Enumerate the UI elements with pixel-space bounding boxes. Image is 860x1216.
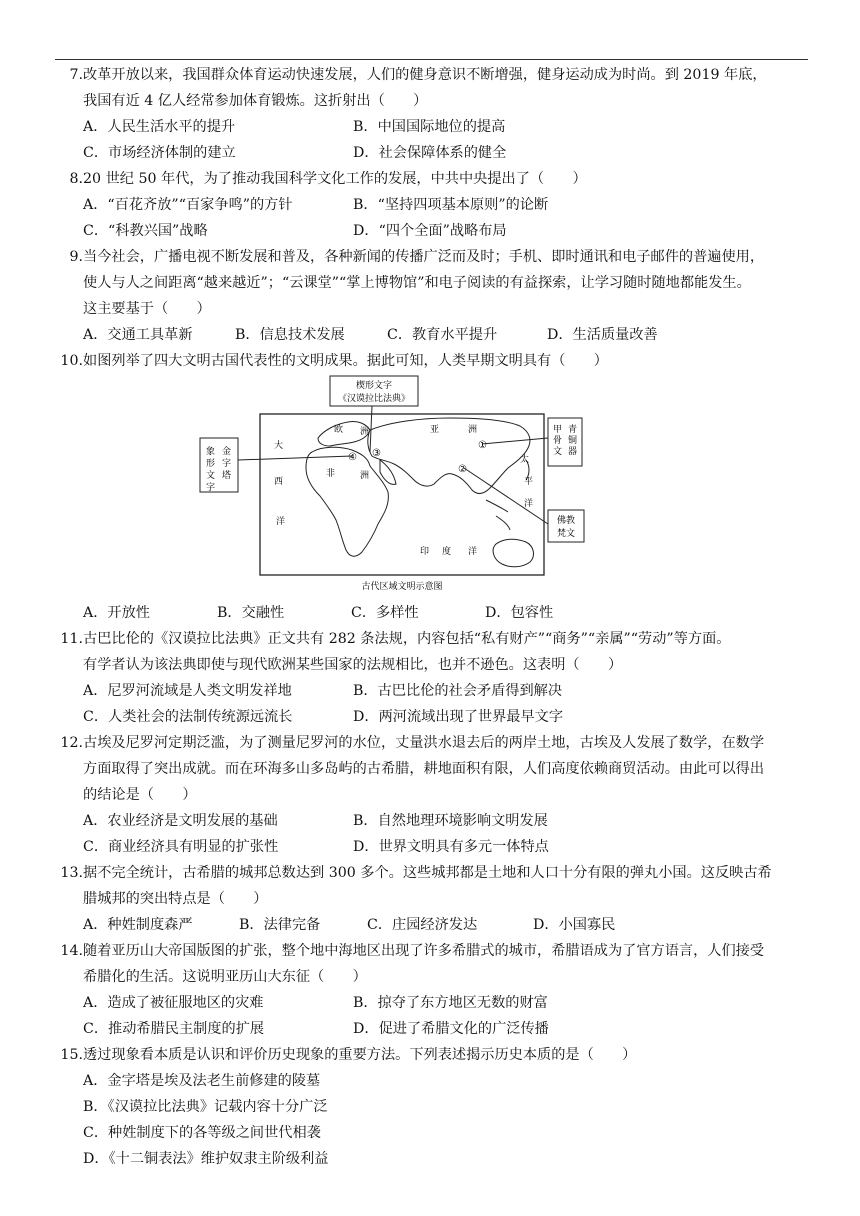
header-rule — [55, 59, 808, 60]
marker-1: ① — [478, 440, 487, 451]
options-row — [50, 808, 820, 834]
answer-option[interactable]: A．农业经济是文明发展的基础 — [83, 813, 278, 829]
answer-option[interactable]: A．开放性 — [83, 605, 150, 621]
question-text: 如图列举了四大文明古国代表性的文明成果。据此可知，人类早期文明具有（ ） — [83, 353, 608, 369]
answer-option[interactable]: B．《汉谟拉比法典》记载内容十分广泛 — [83, 1099, 328, 1115]
question-text: 我国有近 4 亿人经常参加体育锻炼。这折射出（ ） — [83, 93, 428, 109]
question-stem-line — [50, 782, 820, 808]
question-stem-line — [50, 296, 820, 322]
question-text: 古埃及尼罗河定期泛滥，为了测量尼罗河的水位，丈量洪水退去后的两岸土地，古埃及人发展了数学，在数学 — [83, 735, 765, 751]
question — [50, 1042, 820, 1172]
options-row — [50, 1016, 820, 1042]
box-china-col1 — [553, 424, 562, 457]
answer-option[interactable]: B．古巴比伦的社会矛盾得到解决 — [353, 683, 563, 699]
question — [50, 938, 820, 1042]
question-number: 11. — [60, 631, 83, 647]
options-row — [50, 218, 820, 244]
options-row — [50, 1146, 820, 1172]
question-stem-line — [50, 730, 820, 756]
options-row — [50, 1120, 820, 1146]
question-number: 9. — [69, 249, 83, 265]
question — [50, 860, 820, 938]
label-indian-2: 度 — [442, 547, 452, 557]
answer-option[interactable]: A．交通工具革新 — [83, 327, 193, 343]
answer-option[interactable]: A．造成了被征服地区的灾难 — [83, 995, 264, 1011]
question-text: 腊城邦的突出特点是（ ） — [83, 891, 268, 907]
options-row — [50, 600, 820, 626]
question-number: 7. — [69, 67, 83, 83]
civilization-map — [50, 374, 820, 600]
answer-option[interactable]: C．推动希腊民主制度的扩展 — [83, 1021, 265, 1037]
answer-option[interactable]: A．尼罗河流域是人类文明发祥地 — [83, 683, 292, 699]
question-stem-line — [50, 756, 820, 782]
question-stem-line — [50, 62, 820, 88]
answer-option[interactable]: D．社会保障体系的健全 — [353, 145, 507, 161]
answer-option[interactable]: B．中国国际地位的提高 — [353, 119, 506, 135]
options-row — [50, 912, 820, 938]
question-text: 有学者认为该法典即使与现代欧洲某些国家的法规相比，也并不逊色。这表明（ ） — [83, 657, 623, 673]
map-frame — [260, 414, 544, 575]
answer-option[interactable]: D．“四个全面”战略布局 — [353, 223, 507, 239]
question-stem-line — [50, 652, 820, 678]
label-atlantic-2: 西 — [274, 477, 284, 487]
answer-option[interactable]: D．两河流域出现了世界最早文字 — [353, 709, 564, 725]
label-atlantic-3: 洋 — [276, 517, 286, 527]
question-text: 这主要基于（ ） — [83, 301, 211, 317]
answer-option[interactable]: C．庄园经济发达 — [367, 917, 478, 933]
question-stem-line — [50, 270, 820, 296]
question-stem-line — [50, 626, 820, 652]
question-text: 方面取得了突出成就。而在环海多山多岛屿的古希腊，耕地面积有限，人们高度依赖商贸活动。由此可以得出 — [83, 761, 765, 777]
question — [50, 730, 820, 860]
question-stem-line — [50, 348, 820, 374]
question-stem-line — [50, 938, 820, 964]
question-stem-line — [50, 88, 820, 114]
answer-option[interactable]: D．包容性 — [485, 605, 554, 621]
box-mesopotamia-line1: 楔形文字 — [355, 381, 393, 391]
question-stem-line — [50, 166, 820, 192]
options-row — [50, 678, 820, 704]
box-india-line2: 梵文 — [556, 529, 576, 539]
options-row — [50, 140, 820, 166]
vertical-label: 青铜器 — [568, 425, 578, 457]
question-text: 据不完全统计，古希腊的城邦总数达到 300 多个。这些城邦都是土地和人口十分有限的弹丸小国。这反映古希 — [83, 865, 772, 881]
answer-option[interactable]: A．人民生活水平的提升 — [83, 119, 236, 135]
answer-option[interactable]: A．金字塔是埃及法老生前修建的陵墓 — [83, 1073, 321, 1089]
question-text: 使人与人之间距离“越来越近”；“云课堂”“掌上博物馆”和电子阅读的有益探索，让学习随时随地都能发生。 — [83, 275, 751, 291]
answer-option[interactable]: D．生活质量改善 — [547, 327, 658, 343]
answer-option[interactable]: C．“科教兴国”战略 — [83, 223, 208, 239]
answer-option[interactable]: B．交融性 — [217, 605, 285, 621]
vertical-label: 甲骨文 — [553, 425, 563, 457]
options-row — [50, 114, 820, 140]
figure-ancient-civilizations — [50, 374, 820, 600]
answer-option[interactable]: C．教育水平提升 — [387, 327, 498, 343]
label-indian-3: 洋 — [468, 547, 478, 557]
label-pacific-1: 太 — [520, 455, 530, 465]
label-asia-2: 洲 — [468, 425, 478, 435]
figure-caption: 古代区域文明示意图 — [361, 582, 443, 592]
answer-option[interactable]: C．市场经济体制的建立 — [83, 145, 236, 161]
box-china-col2 — [568, 423, 577, 457]
answer-option[interactable]: C．人类社会的法制传统源远流长 — [83, 709, 293, 725]
options-row — [50, 1094, 820, 1120]
label-indian-1: 印 — [420, 547, 430, 557]
question-number: 10. — [60, 353, 83, 369]
options-row — [50, 834, 820, 860]
answer-option[interactable]: D．《十二铜表法》维护奴隶主阶级利益 — [83, 1151, 329, 1167]
label-pacific-2: 平 — [524, 477, 534, 487]
options-row — [50, 192, 820, 218]
question-number: 8. — [69, 171, 83, 187]
question — [50, 62, 820, 166]
question-text: 希腊化的生活。这说明亚历山大东征（ ） — [83, 969, 367, 985]
question — [50, 244, 820, 348]
label-atlantic-1: 大 — [274, 441, 284, 451]
answer-option[interactable]: D．世界文明具有多元一体特点 — [353, 839, 549, 855]
question-list — [50, 62, 820, 1172]
label-asia-1: 亚 — [430, 425, 440, 435]
label-europe-1: 欧 — [334, 425, 344, 435]
question-number: 12. — [60, 735, 83, 751]
options-row — [50, 1068, 820, 1094]
question-stem-line — [50, 964, 820, 990]
label-africa-2: 洲 — [360, 471, 370, 481]
question-text: 透过现象看本质是认识和评价历史现象的重要方法。下列表述揭示历史本质的是（ ） — [83, 1047, 637, 1063]
answer-option[interactable]: B．法律完备 — [239, 917, 321, 933]
answer-option[interactable]: B．信息技术发展 — [235, 327, 345, 343]
question-stem-line — [50, 244, 820, 270]
answer-option[interactable]: B．自然地理环境影响文明发展 — [353, 813, 548, 829]
question-text: 改革开放以来，我国群众体育运动快速发展，人们的健身意识不断增强，健身运动成为时尚。到 2019 年底， — [83, 67, 767, 83]
answer-option[interactable]: D．促进了希腊文化的广泛传播 — [353, 1021, 549, 1037]
question — [50, 166, 820, 244]
vertical-label: 金字塔 — [222, 447, 232, 481]
answer-option[interactable]: A．种姓制度森严 — [83, 917, 193, 933]
question-text: 当今社会，广播电视不断发展和普及，各种新闻的传播广泛而及时；手机、即时通讯和电子邮件的普遍使用， — [83, 249, 765, 265]
answer-option[interactable]: B．“坚持四项基本原则”的论断 — [353, 197, 549, 213]
question-text: 古巴比伦的《汉谟拉比法典》正文共有 282 条法规，内容包括“私有财产”“商务”“亲属”“劳动”等方面。 — [83, 631, 731, 647]
answer-option[interactable]: D．小国寡民 — [533, 917, 616, 933]
question-number: 15. — [60, 1047, 83, 1063]
question-text: 20 世纪 50 年代，为了推动我国科学文化工作的发展，中共中央提出了（ ） — [83, 171, 587, 187]
box-mesopotamia-line2: 《汉谟拉比法典》 — [337, 394, 411, 404]
options-row — [50, 322, 820, 348]
question-stem-line — [50, 1042, 820, 1068]
question-number: 14. — [60, 943, 83, 959]
question-stem-line — [50, 886, 820, 912]
answer-option[interactable]: C．多样性 — [351, 605, 419, 621]
question-stem-line — [50, 860, 820, 886]
label-pacific-3: 洋 — [524, 499, 534, 509]
options-row — [50, 990, 820, 1016]
answer-option[interactable]: B．掠夺了东方地区无数的财富 — [353, 995, 548, 1011]
box-egypt-col2 — [222, 445, 231, 481]
answer-option[interactable]: C．种姓制度下的各等级之间世代相袭 — [83, 1125, 321, 1141]
options-row — [50, 704, 820, 730]
answer-option[interactable]: C．商业经济具有明显的扩张性 — [83, 839, 279, 855]
marker-4: ④ — [348, 452, 357, 463]
question — [50, 626, 820, 730]
question-text: 随着亚历山大帝国版图的扩张，整个地中海地区出现了许多希腊式的城市，希腊语成为了官方语言，人们接受 — [83, 943, 765, 959]
vertical-label: 象形文字 — [206, 447, 216, 493]
marker-2: ② — [458, 464, 467, 475]
question-text: 的结论是（ ） — [83, 787, 197, 803]
label-europe-2: 洲 — [360, 427, 370, 437]
question-number: 13. — [60, 865, 83, 881]
box-india-line1: 佛教 — [556, 516, 576, 526]
question — [50, 348, 820, 626]
label-africa-1: 非 — [326, 469, 336, 479]
marker-3: ③ — [372, 448, 381, 459]
answer-option[interactable]: A．“百花齐放”“百家争鸣”的方针 — [83, 197, 293, 213]
